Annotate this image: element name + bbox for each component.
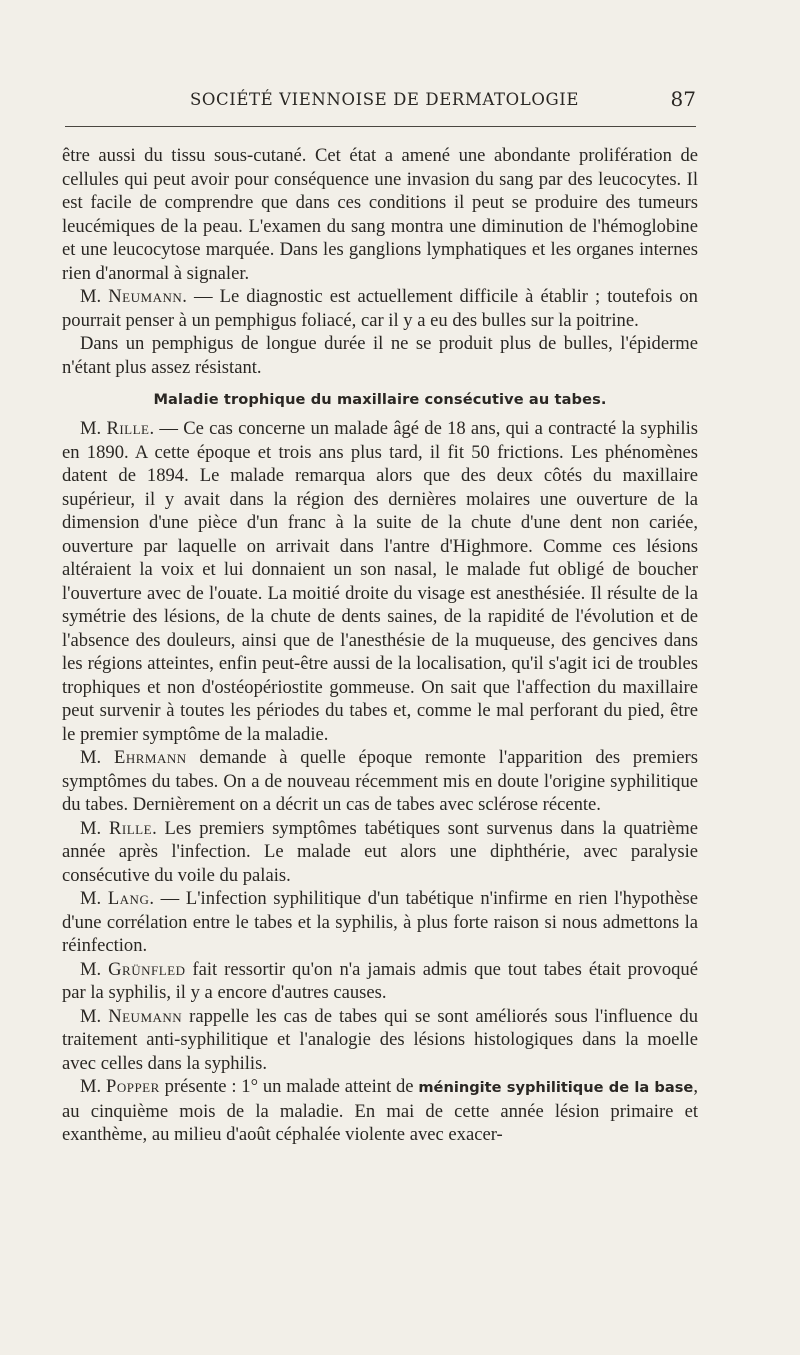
paragraph: Dans un pemphigus de longue durée il ne se produit plus de bulles, l'épiderme n'étant plus assez résistant. (62, 333, 698, 378)
running-title: SOCIÉTÉ VIENNOISE DE DERMATOLOGIE (190, 90, 579, 109)
paragraph-text: demande à quelle époque remonte l'apparition des premiers symptômes du tabes. On a de nouveau récemment mis en doute l'origine syphilitique du tabes. Dernièrement on a décrit un cas de tabes avec sclérose récente. (62, 747, 698, 815)
speaker-name: Rille (106, 418, 150, 439)
paragraph-text: , au cinquième mois de la maladie. En mai de cette année lésion primaire et exanthème, au milieu d'août céphalée violente avec exacer- (62, 1076, 698, 1145)
paragraph-text: rappelle les cas de tabes qui se sont améliorés sous l'influence du traitement anti-syphilitique et l'analogie des lésions histologiques dans la moelle avec celles dans la syphilis. (62, 1005, 698, 1074)
paragraph: M. Ehrmann demande à quelle époque remonte l'apparition des premiers symptômes du tabes. On a de nouveau récemment mis en doute l'origine syphilitique du tabes. Dernièrement on a décrit un cas de tabes avec sclérose récente. (62, 747, 698, 815)
speaker-name: Ehrmann (113, 747, 187, 768)
speaker-name: Grünfled (108, 958, 186, 980)
header-rule (65, 126, 696, 127)
paragraph: M. Lang. — L'infection syphilitique d'un tabétique n'infirme en rien l'hypothèse d'une corrélation entre le tabes et la syphilis, à plus forte raison si nous admettons la réinfection. (62, 888, 698, 956)
speaker-name: Lang (107, 888, 150, 909)
speaker-name: Rille (109, 817, 153, 839)
paragraph-text: — Ce cas concerne un malade âgé de 18 ans, qui a contracté la syphilis en 1890. A cette époque et trois ans plus tard, il fit 50 frictions. Les phénomènes datent de 1894. Le malade remarqua alors que des deux côtés du maxillaire supérieur, il y avait dans la région des dernières molaires une ouverture de la dimension d'une pièce d'un franc à la suite de la chute d'une dent non cariée, ouverture par laquelle on arrivait dans l'antre d'Highmore. Comme ces lésions altéraient la voix et lui donnaient un son nasal, le malade fut obligé de boucher l'ouverture avec de l'ouate. La moitié droite du visage est anesthésiée. Il résulte de la symétrie des lésions, de la chute de dents saines, de la rapidité de l'évolution et de l'absence des douleurs, ainsi que de l'anesthésie de la muqueuse, des gencives dans les régions atteintes, enfin peut-être aussi de la localisation, qu'il s'agit ici de troubles trophiques et non d'ostéopériostite gommeuse. On sait que l'affection du maxillaire peut survenir à toutes les périodes du tabes et, comme le mal perforant du pied, être le premier symptôme de la maladie. (62, 418, 698, 745)
bold-term: méningite syphilitique de la base (418, 1079, 694, 1096)
paragraph: M. Grünfled fait ressortir qu'on n'a jamais admis que tout tabes était provoqué par la syphilis, il y a encore d'autres causes. (62, 958, 698, 1003)
body-text (62, 144, 698, 1147)
speaker-name: Neumann (108, 286, 183, 307)
paragraph-text: présente : 1° un malade atteint de (159, 1076, 419, 1097)
paragraph: M. Popper présente : 1° un malade atteint de méningite syphilitique de la base, au cinquième mois de la maladie. En mai de cette année lésion primaire et exanthème, au milieu d'août céphalée violente avec exacer- (62, 1076, 698, 1145)
paragraph: M. Rille. — Ce cas concerne un malade âgé de 18 ans, qui a contracté la syphilis en 1890. A cette époque et trois ans plus tard, il fit 50 frictions. Les phénomènes datent de 1894. Le malade remarqua alors que des deux côtés du maxillaire supérieur, il y avait dans la région des dernières molaires une ouverture de la dimension d'une pièce d'un franc à la suite de la chute d'une dent non cariée, ouverture par laquelle on arrivait dans l'antre d'Highmore. Comme ces lésions altéraient la voix et lui donnaient un son nasal, le malade fut obligé de boucher l'ouverture avec de l'ouate. La moitié droite du visage est anesthésiée. Il résulte de la symétrie des lésions, de la chute de dents saines, de la rapidité de l'évolution et de l'absence des douleurs, ainsi que de l'anesthésie de la muqueuse, des gencives dans les régions atteintes, enfin peut-être aussi de la localisation, qu'il s'agit ici de troubles trophiques et non d'ostéopériostite gommeuse. On sait que l'affection du maxillaire peut survenir à toutes les périodes du tabes et, comme le mal perforant du pied, être le premier symptôme de la maladie. (62, 418, 698, 745)
page-number: 87 (670, 87, 696, 111)
paragraph: M. Rille. Les premiers symptômes tabétiques sont survenus dans la quatrième année après l'infection. Le malade eut alors une diphthérie, avec paralysie consécutive du voile du palais. (62, 817, 698, 886)
paragraph-text: — L'infection syphilitique d'un tabétique n'infirme en rien l'hypothèse d'une corrélation entre le tabes et la syphilis, à plus forte raison si nous admettons la réinfection. (62, 888, 698, 956)
paragraph-text: Les premiers symptômes tabétiques sont survenus dans la quatrième année après l'infection. Le malade eut alors une diphthérie, avec paralysie consécutive du voile du palais. (62, 817, 698, 886)
section-heading: Maladie trophique du maxillaire consécutive au tabes. (153, 391, 607, 408)
paragraph: être aussi du tissu sous-cutané. Cet état a amené une abondante prolifération de cellules qui peut avoir pour conséquence une invasion du sang par des leucocytes. Il est facile de comprendre que dans ces conditions il peut se produire des tumeurs leucémiques de la peau. L'examen du sang montra une diminution de l'hémoglobine et une leucocytose marquée. Dans les ganglions lymphatiques et les organes internes rien d'anormal à signaler. (62, 145, 698, 284)
page-header (65, 86, 696, 116)
paragraph: M. Neumann rappelle les cas de tabes qui se sont améliorés sous l'influence du traitement anti-syphilitique et l'analogie des lésions histologiques dans la moelle avec celles dans la syphilis. (62, 1005, 698, 1074)
paragraph: M. Neumann. — Le diagnostic est actuellement difficile à établir ; toutefois on pourrait penser à un pemphigus foliacé, car il y a eu des bulles sur la poitrine. (62, 286, 698, 331)
speaker-name: Neumann (108, 1005, 183, 1027)
paragraph-text: fait ressortir qu'on n'a jamais admis que tout tabes était provoqué par la syphilis, il y a encore d'autres causes. (62, 958, 698, 1003)
speaker-name: Popper (105, 1076, 160, 1097)
paragraph-text: — Le diagnostic est actuellement difficile à établir ; toutefois on pourrait penser à un pemphigus foliacé, car il y a eu des bulles sur la poitrine. (62, 286, 698, 331)
